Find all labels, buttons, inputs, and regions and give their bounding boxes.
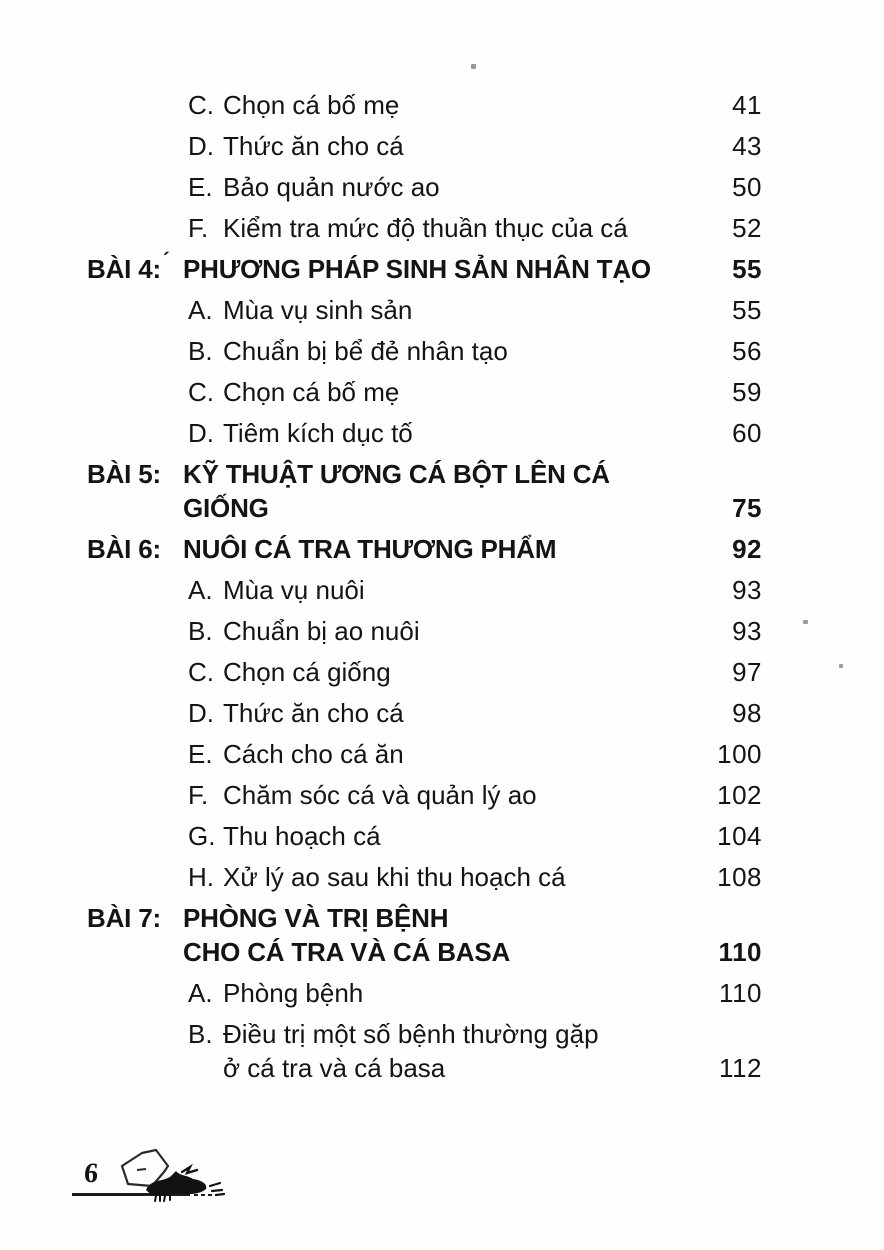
toc-entry-text-line: Bảo quản nước ao [223,172,440,202]
toc-entry-text-line: Chọn cá giống [223,657,391,687]
toc-entry [0,901,884,969]
toc-entry [0,211,884,245]
toc-entry-text-line: Tiêm kích dục tố [223,418,413,448]
toc-entry-label: BÀI 5: [87,459,161,489]
stray-mark: ´ [163,250,170,272]
toc-entry-text-line: Xử lý ao sau khi thu hoạch cá [223,862,566,892]
toc-entry [0,976,884,1010]
toc-entry-text-line: Chuẩn bị ao nuôi [223,616,420,646]
toc-entry-label: A. [188,295,213,325]
toc-entry-text-line: Cách cho cá ăn [223,739,404,769]
toc-entry [0,457,884,525]
toc-entry-label: F. [188,780,209,810]
toc-entry [0,778,884,812]
toc-entry-label: B. [188,1019,213,1049]
toc-entry [0,860,884,894]
toc-entry-page-number: 100 [717,739,762,769]
toc-entry-page-number: 59 [732,377,762,407]
toc-entry [0,737,884,771]
toc-entry-text-line: KỸ THUẬT ƯƠNG CÁ BỘT LÊN CÁ GIỐNG [183,459,610,523]
toc-entry-label: D. [188,418,214,448]
toc-entry-page-number: 55 [732,254,762,284]
toc-entry-title [183,901,700,969]
toc-entry-title [223,655,700,689]
toc-entry-label: F. [188,213,209,243]
toc-entry-page-number: 98 [732,698,762,728]
toc-entry-text-line: Phòng bệnh [223,978,364,1008]
toc-entry [0,655,884,689]
toc-entry-page-number: 104 [717,821,762,851]
toc-entry-label: E. [188,172,213,202]
toc-entry [0,170,884,204]
toc-entry-title [223,778,700,812]
toc-entry-title [183,457,700,525]
toc-entry-title [223,211,700,245]
toc-entry [0,696,884,730]
toc-entry-title [223,129,700,163]
toc-entry-text-line: Thu hoạch cá [223,821,381,851]
toc-entry-label: D. [188,131,214,161]
toc-entry [0,375,884,409]
toc-entry-title [223,1017,700,1085]
toc-entry-title [183,252,700,286]
toc-entry [0,293,884,327]
toc-entry-text-line: Thức ăn cho cá [223,131,404,161]
toc-entry [0,416,884,450]
toc-entry-title [223,334,700,368]
toc-entry-title [223,293,700,327]
toc-entry-page-number: 50 [732,172,762,202]
toc-entry-title [223,573,700,607]
toc-entry-page-number: 97 [732,657,762,687]
footer-page-number: 6 [82,1158,100,1189]
toc-entry-title [223,696,700,730]
scan-speck [839,664,843,668]
toc-entry-page-number: 93 [732,575,762,605]
fish-doodle-icon [94,1146,244,1206]
toc-entry [0,573,884,607]
toc-entry-label: E. [188,739,213,769]
toc-entry [0,88,884,122]
toc-entry-page-number: 41 [732,90,762,120]
toc-entry-title [223,375,700,409]
toc-entry-label: C. [188,90,214,120]
toc-entry-page-number: 43 [732,131,762,161]
toc-entry-text-line: PHÒNG VÀ TRỊ BỆNH [183,903,449,933]
toc-entry-text-line: CHO CÁ TRA VÀ CÁ BASA [183,937,511,967]
toc-entry-label: BÀI 4: [87,254,161,284]
toc-entry-text-line: Chăm sóc cá và quản lý ao [223,780,537,810]
scan-speck [471,64,476,69]
toc-entry-title [223,819,700,853]
toc-entry [0,1017,884,1085]
toc-entry-page-number: 93 [732,616,762,646]
toc-entry-label: B. [188,616,213,646]
toc-entry-text-line: Thức ăn cho cá [223,698,404,728]
toc-entry-label: C. [188,657,214,687]
toc-entry-text-line: Mùa vụ sinh sản [223,295,413,325]
toc-entry-page-number: 56 [732,336,762,366]
toc-entry-text-line: Mùa vụ nuôi [223,575,365,605]
toc-entry-text-line: NUÔI CÁ TRA THƯƠNG PHẨM [183,534,557,564]
toc-entry-page-number: 110 [719,978,762,1008]
toc-entry-title [223,416,700,450]
toc-entry-page-number: 110 [718,937,762,967]
toc-entry-text-line: PHƯƠNG PHÁP SINH SẢN NHÂN TẠO [183,254,651,284]
toc-entry-title [223,976,700,1010]
toc-entry-label: H. [188,862,214,892]
toc-entry-page-number: 108 [717,862,762,892]
toc-entry-label: C. [188,377,214,407]
scan-speck [803,620,808,624]
toc-entry-title [183,532,700,566]
toc-entry-label: BÀI 7: [87,903,161,933]
toc-entry-text-line: Chọn cá bố mẹ [223,90,400,120]
toc-entry-label: BÀI 6: [87,534,161,564]
toc-entry-page-number: 112 [719,1053,762,1083]
toc-entry-text-line: ở cá tra và cá basa [223,1053,446,1083]
page-footer [70,1146,270,1206]
toc-entry [0,819,884,853]
toc-entry [0,129,884,163]
toc-entry-title [223,170,700,204]
toc-entry-page-number: 75 [732,493,762,523]
toc-entry-text-line: Điều trị một số bệnh thường gặp [223,1019,599,1049]
toc-entry-page-number: 55 [732,295,762,325]
toc-entry-label: D. [188,698,214,728]
toc-entry [0,334,884,368]
toc-entry-title [223,860,700,894]
toc-entry-page-number: 52 [732,213,762,243]
toc-entry-label: A. [188,575,213,605]
toc-entry-title [223,88,700,122]
toc-entry-label: B. [188,336,213,366]
toc-entry [0,614,884,648]
toc-entry-text-line: Kiểm tra mức độ thuần thục của cá [223,213,628,243]
toc-entry-page-number: 60 [732,418,762,448]
toc-entry-text-line: Chọn cá bố mẹ [223,377,400,407]
toc-entry [0,532,884,566]
toc-entry-label: A. [188,978,213,1008]
toc-entry [0,252,884,286]
toc-entry-title [223,614,700,648]
toc-entry-text-line: Chuẩn bị bể đẻ nhân tạo [223,336,508,366]
toc-entry-label: G. [188,821,216,851]
toc-entry-page-number: 102 [717,780,762,810]
toc-entry-title [223,737,700,771]
toc-entry-page-number: 92 [732,534,762,564]
